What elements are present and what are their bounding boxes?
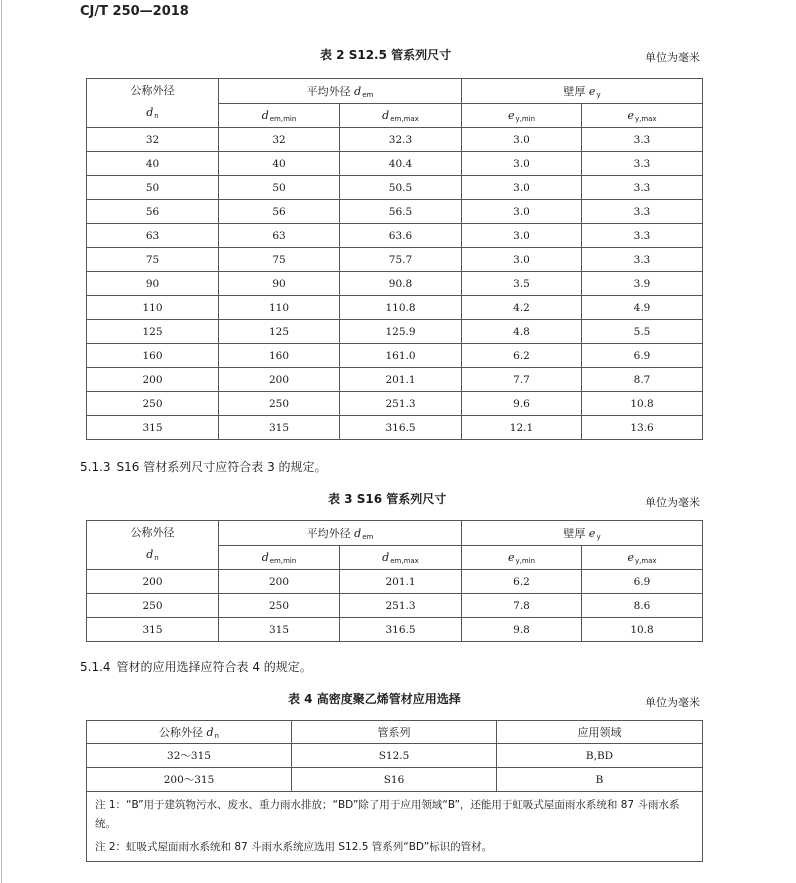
table-cell: 160 bbox=[87, 344, 219, 368]
table4-header-series: 管系列 bbox=[292, 721, 497, 744]
table-cell: 3.0 bbox=[462, 128, 582, 152]
table-cell: 90 bbox=[87, 272, 219, 296]
table-cell: 90 bbox=[219, 272, 340, 296]
table-cell: 3.3 bbox=[582, 200, 703, 224]
table-cell: 3.3 bbox=[582, 224, 703, 248]
clause-text: S16 管材系列尺寸应符合表 3 的规定。 bbox=[116, 460, 327, 474]
table-cell: 250 bbox=[87, 392, 219, 416]
table-cell: 4.9 bbox=[582, 296, 703, 320]
table-cell: B,BD bbox=[497, 744, 703, 768]
table-cell: 32.3 bbox=[340, 128, 462, 152]
table-cell: 250 bbox=[87, 594, 219, 618]
table-cell: 6.9 bbox=[582, 344, 703, 368]
table2-header-dem-max: $d_{em,max}$ bbox=[340, 104, 462, 128]
table-row bbox=[87, 200, 703, 224]
table-cell: 32 bbox=[87, 128, 219, 152]
table-cell: 56 bbox=[87, 200, 219, 224]
table-row bbox=[87, 248, 703, 272]
table3-caption: 表 3 S16 管系列尺寸 bbox=[328, 492, 447, 506]
table-cell: 40.4 bbox=[340, 152, 462, 176]
table3-header-ey-max: $e_{y,max}$ bbox=[582, 546, 703, 570]
table-cell: 3.3 bbox=[582, 152, 703, 176]
table2-header-mean-od: 平均外径 $d_{em}$ bbox=[219, 79, 462, 104]
table-cell: 3.0 bbox=[462, 200, 582, 224]
table-cell: 200 bbox=[87, 368, 219, 392]
table-cell: 63.6 bbox=[340, 224, 462, 248]
table-cell: 161.0 bbox=[340, 344, 462, 368]
clause-5-1-4 bbox=[80, 658, 312, 675]
table-row bbox=[87, 594, 703, 618]
table3-header-mean-od: 平均外径 $d_{em}$ bbox=[219, 521, 462, 546]
table3-header-dem-max: $d_{em,max}$ bbox=[340, 546, 462, 570]
table-cell: 6.2 bbox=[462, 570, 582, 594]
table-cell: 3.0 bbox=[462, 224, 582, 248]
table-cell: 6.9 bbox=[582, 570, 703, 594]
table2-header-ey-min: $e_{y,min}$ bbox=[462, 104, 582, 128]
table-row bbox=[87, 152, 703, 176]
table-cell: 201.1 bbox=[340, 570, 462, 594]
table-cell: 3.0 bbox=[462, 176, 582, 200]
table2-caption: 表 2 S12.5 管系列尺寸 bbox=[320, 48, 452, 62]
table4 bbox=[86, 720, 703, 862]
table3-header-wall: 壁厚 $e_y$ bbox=[462, 521, 703, 546]
table-cell: 10.8 bbox=[582, 392, 703, 416]
table-cell: 3.0 bbox=[462, 152, 582, 176]
table3-unit: 单位为毫米 bbox=[645, 496, 700, 509]
table-cell: 315 bbox=[87, 416, 219, 440]
table-cell: 7.8 bbox=[462, 594, 582, 618]
table4-header-nominal: 公称外径 $d_n$ bbox=[87, 721, 292, 744]
table-cell: 315 bbox=[219, 618, 340, 642]
table-cell: 315 bbox=[87, 618, 219, 642]
table-cell: 13.6 bbox=[582, 416, 703, 440]
table-cell: 200 bbox=[219, 368, 340, 392]
table-cell: 9.8 bbox=[462, 618, 582, 642]
table4-unit: 单位为毫米 bbox=[645, 696, 700, 709]
table-cell: 201.1 bbox=[340, 368, 462, 392]
table-cell: 3.3 bbox=[582, 248, 703, 272]
table-cell: 316.5 bbox=[340, 416, 462, 440]
table-row bbox=[87, 224, 703, 248]
table-cell: S16 bbox=[292, 768, 497, 792]
page-edge-rule bbox=[1, 0, 2, 883]
table-cell: 110 bbox=[87, 296, 219, 320]
table2-header-ey-max: $e_{y,max}$ bbox=[582, 104, 703, 128]
table-cell: 125 bbox=[219, 320, 340, 344]
table-cell: 110 bbox=[219, 296, 340, 320]
table-row bbox=[87, 272, 703, 296]
clause-text: 管材的应用选择应符合表 4 的规定。 bbox=[116, 660, 312, 674]
table-cell: 63 bbox=[87, 224, 219, 248]
table-row bbox=[87, 392, 703, 416]
table-row bbox=[87, 416, 703, 440]
table-cell: 250 bbox=[219, 392, 340, 416]
table3-header-dem-min: $d_{em,min}$ bbox=[219, 546, 340, 570]
table-cell: 315 bbox=[219, 416, 340, 440]
table-cell: 50 bbox=[219, 176, 340, 200]
table-cell: 10.8 bbox=[582, 618, 703, 642]
table-cell: B bbox=[497, 768, 703, 792]
table-cell: 200 bbox=[87, 570, 219, 594]
standard-code: CJ/T 250—2018 bbox=[80, 4, 189, 19]
table4-header-field: 应用领域 bbox=[497, 721, 703, 744]
table3-header-ey-min: $e_{y,min}$ bbox=[462, 546, 582, 570]
table-cell: 4.8 bbox=[462, 320, 582, 344]
clause-5-1-3 bbox=[80, 458, 327, 475]
table4-caption: 表 4 高密度聚乙烯管材应用选择 bbox=[288, 692, 461, 706]
table-row bbox=[87, 744, 703, 768]
table-cell: 32 bbox=[219, 128, 340, 152]
table-cell: 40 bbox=[219, 152, 340, 176]
table4-note-1: 注 1：“B”用于建筑物污水、废水、重力雨水排放；“BD”除了用于应用领域“B”，还能用于虹吸式屋面雨水系统和 87 斗雨水系统。 bbox=[95, 799, 680, 830]
table-cell: 50 bbox=[87, 176, 219, 200]
table-cell: 56.5 bbox=[340, 200, 462, 224]
table-cell: 3.3 bbox=[582, 128, 703, 152]
table-row bbox=[87, 296, 703, 320]
table-cell: 251.3 bbox=[340, 392, 462, 416]
table3-header-nominal: 公称外径 $d_n$ bbox=[87, 521, 219, 570]
table-cell: 90.8 bbox=[340, 272, 462, 296]
table2-unit: 单位为毫米 bbox=[645, 51, 700, 64]
table-row bbox=[87, 768, 703, 792]
table-cell: 251.3 bbox=[340, 594, 462, 618]
table-cell: 316.5 bbox=[340, 618, 462, 642]
table-row bbox=[87, 618, 703, 642]
table-cell: 50.5 bbox=[340, 176, 462, 200]
table-cell: 75 bbox=[87, 248, 219, 272]
table-cell: 40 bbox=[87, 152, 219, 176]
table-cell: 4.2 bbox=[462, 296, 582, 320]
table-cell: 12.1 bbox=[462, 416, 582, 440]
table-cell: 200～315 bbox=[87, 768, 292, 792]
table-cell: 125.9 bbox=[340, 320, 462, 344]
table-cell: 6.2 bbox=[462, 344, 582, 368]
table2-header-wall: 壁厚 $e_y$ bbox=[462, 79, 703, 104]
table-cell: 75 bbox=[219, 248, 340, 272]
table-row bbox=[87, 320, 703, 344]
table-cell: 125 bbox=[87, 320, 219, 344]
table-cell: 7.7 bbox=[462, 368, 582, 392]
table2-header-nominal: 公称外径 $d_n$ bbox=[87, 79, 219, 128]
table-cell: 8.6 bbox=[582, 594, 703, 618]
table-cell: 32～315 bbox=[87, 744, 292, 768]
table3 bbox=[86, 520, 703, 642]
table-cell: S12.5 bbox=[292, 744, 497, 768]
table-cell: 250 bbox=[219, 594, 340, 618]
table-cell: 3.0 bbox=[462, 248, 582, 272]
table-cell: 160 bbox=[219, 344, 340, 368]
table-row bbox=[87, 344, 703, 368]
table-cell: 75.7 bbox=[340, 248, 462, 272]
table2-header-dem-min: $d_{em,min}$ bbox=[219, 104, 340, 128]
table-cell: 110.8 bbox=[340, 296, 462, 320]
clause-number: 5.1.3 bbox=[80, 460, 111, 474]
table-cell: 63 bbox=[219, 224, 340, 248]
table-cell: 3.5 bbox=[462, 272, 582, 296]
table-cell: 200 bbox=[219, 570, 340, 594]
table-row bbox=[87, 128, 703, 152]
table-cell: 5.5 bbox=[582, 320, 703, 344]
table-cell: 3.3 bbox=[582, 176, 703, 200]
table4-notes bbox=[87, 792, 703, 862]
clause-number: 5.1.4 bbox=[80, 660, 111, 674]
table-row bbox=[87, 570, 703, 594]
table4-note-2: 注 2：虹吸式屋面雨水系统和 87 斗雨水系统应选用 S12.5 管系列“BD”标识的管材。 bbox=[95, 841, 493, 853]
table-cell: 3.9 bbox=[582, 272, 703, 296]
table-row bbox=[87, 176, 703, 200]
table-cell: 56 bbox=[219, 200, 340, 224]
table-cell: 9.6 bbox=[462, 392, 582, 416]
table-cell: 8.7 bbox=[582, 368, 703, 392]
table2 bbox=[86, 78, 703, 440]
table-row bbox=[87, 368, 703, 392]
